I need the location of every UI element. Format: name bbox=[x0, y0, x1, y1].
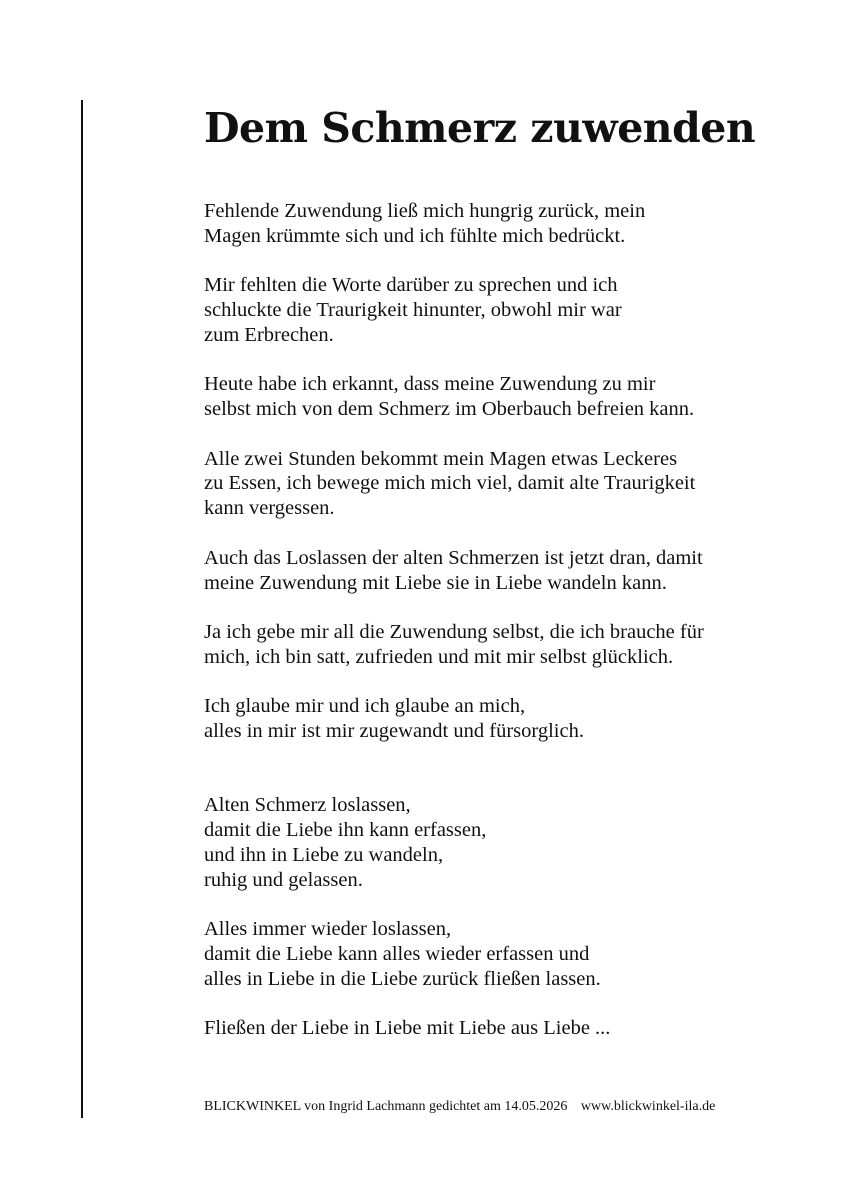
footer bbox=[204, 1098, 715, 1116]
stanza-3 bbox=[204, 372, 764, 422]
stanza-4 bbox=[204, 447, 764, 521]
poem-line: Mir fehlten die Worte darüber zu sprechen und ich bbox=[204, 274, 618, 297]
poem-line: ruhig und gelassen. bbox=[204, 868, 363, 891]
poem-body bbox=[204, 199, 764, 1041]
stanza-10 bbox=[204, 1016, 764, 1041]
stanza-9 bbox=[204, 917, 764, 991]
poem-line: Ja ich gebe mir all die Zuwendung selbst, die ich brauche für bbox=[204, 621, 704, 643]
poem-line: zum Erbrechen. bbox=[204, 323, 334, 346]
poem-line: Alten Schmerz loslassen, bbox=[204, 794, 411, 817]
poem-line: mich, ich bin satt, zufrieden und mit mir selbst glücklich. bbox=[204, 645, 674, 668]
footer-credit: BLICKWINKEL von Ingrid Lachmann gedichtet am 14.05.2026 bbox=[204, 1099, 568, 1114]
poem-line: Heute habe ich erkannt, dass meine Zuwendung zu mir bbox=[204, 373, 656, 396]
stanza-2 bbox=[204, 273, 764, 347]
poem-line: selbst mich von dem Schmerz im Oberbauch befreien kann. bbox=[204, 398, 695, 421]
poem-line: alles in Liebe in die Liebe zurück fließen lassen. bbox=[204, 967, 601, 990]
poem-line: Ich glaube mir und ich glaube an mich, bbox=[204, 695, 526, 718]
stanza-7 bbox=[204, 694, 764, 744]
poem-line: Magen krümmte sich und ich fühlte mich bedrückt. bbox=[204, 224, 626, 247]
poem-line: und ihn in Liebe zu wandeln, bbox=[204, 843, 444, 866]
poem-line: Auch das Loslassen der alten Schmerzen ist jetzt dran, damit bbox=[204, 546, 703, 569]
poem-line: damit die Liebe ihn kann erfassen, bbox=[204, 819, 487, 842]
poem-line: Alles immer wieder loslassen, bbox=[204, 918, 452, 941]
poem-line: schluckte die Traurigkeit hinunter, obwohl mir war bbox=[204, 299, 622, 322]
stanza-8 bbox=[204, 793, 764, 892]
stanza-1 bbox=[204, 199, 764, 249]
poem-line: meine Zuwendung mit Liebe sie in Liebe wandeln kann. bbox=[204, 571, 667, 594]
poem-line: Fließen der Liebe in Liebe mit Liebe aus Liebe ... bbox=[204, 1017, 611, 1040]
stanza-5 bbox=[204, 546, 764, 596]
poem-line: zu Essen, ich bewege mich mich viel, damit alte Traurigkeit bbox=[204, 472, 696, 495]
poem-line: alles in mir ist mir zugewandt und fürsorglich. bbox=[204, 720, 584, 743]
poem-line: damit die Liebe kann alles wieder erfassen und bbox=[204, 943, 590, 966]
vertical-rule bbox=[81, 100, 83, 1118]
poem-line: kann vergessen. bbox=[204, 497, 335, 520]
poem-line: Alle zwei Stunden bekommt mein Magen etwas Leckeres bbox=[204, 447, 678, 470]
stanza-6 bbox=[204, 620, 764, 670]
poem-line: Fehlende Zuwendung ließ mich hungrig zurück, mein bbox=[204, 200, 646, 222]
poem-title: Dem Schmerz zuwenden bbox=[204, 104, 756, 152]
footer-url: www.blickwinkel-ila.de bbox=[580, 1099, 716, 1114]
